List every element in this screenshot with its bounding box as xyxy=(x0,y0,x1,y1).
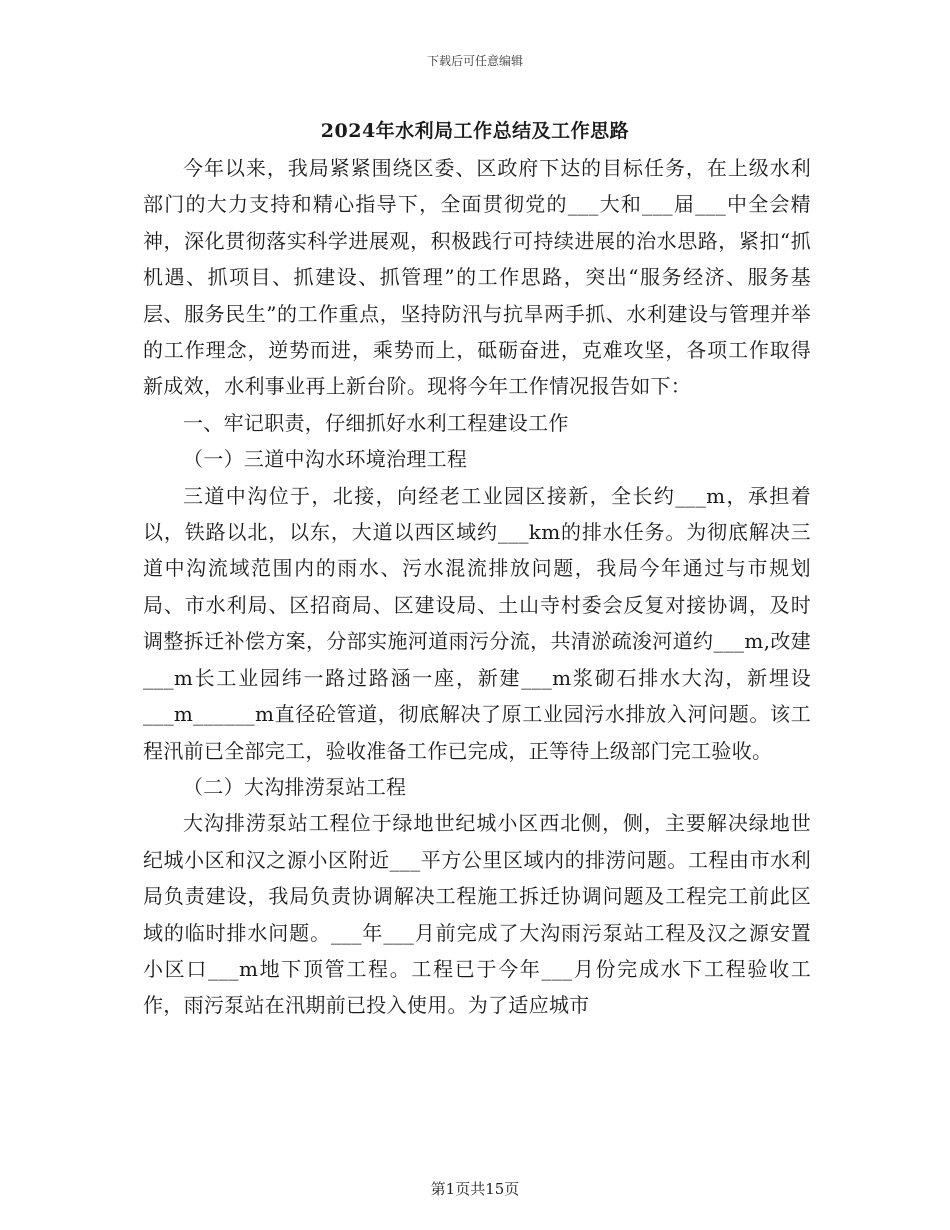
document-title: 2024年水利局工作总结及工作思路 xyxy=(320,120,630,142)
subsection-heading-2: （二）大沟排涝泵站工程 xyxy=(183,774,407,799)
document-body xyxy=(143,150,811,1024)
subsection-heading-1: （一）三道中沟水环境治理工程 xyxy=(183,447,468,472)
page-number: 第1页共15页 xyxy=(430,1180,520,1198)
subsection-2-paragraph: 大沟排涝泵站工程位于绿地世纪城小区西北侧，侧，主要解决绿地世纪城小区和汉之源小区附近___平方公里区域内的排涝问题。工程由市水利局负责建设，我局负责协调解决工程施工拆迁协调问题及工程完工前此区域的临时排水问题。___年___月前完成了大沟雨污泵站工程及汉之源安置小区口___m地下顶管工程。工程已于今年___月份完成水下工程验收工作，雨污泵站在汛期前已投入使用。为了适应城市 xyxy=(143,811,811,1018)
page-header-note: 下载后可任意编辑 xyxy=(426,54,523,68)
subsection-1-paragraph: 三道中沟位于，北接，向经老工业园区接新，全长约___m，承担着以，铁路以北，以东，大道以西区域约___km的排水任务。为彻底解决三道中沟流域范围内的雨水、污水混流排放问题，我局今年通过与市规划局、市水利局、区招商局、区建设局、土山寺村委会反复对接协调，及时调整拆迁补偿方案，分部实施河道雨污分流，共清淤疏浚河道约___m,改建___m长工业园纬一路过路涵一座，新建___m浆砌石排水大沟，新埋设___m______m直径砼管道，彻底解决了原工业园污水排放入河问题。该工程汛前已全部完工，验收准备工作已完成，正等待上级部门完工验收。 xyxy=(143,483,811,763)
intro-paragraph: 今年以来，我局紧紧围绕区委、区政府下达的目标任务，在上级水利部门的大力支持和精心指导下，全面贯彻党的___大和___届___中全会精神，深化贯彻落实科学进展观，积极践行可持续进展的治水思路，紧扣“抓机遇、抓项目、抓建设、抓管理”的工作思路，突出“服务经济、服务基层、服务民生”的工作重点，坚持防汛与抗旱两手抓、水利建设与管理并举的工作理念，逆势而进，乘势而上，砥砺奋进，克难攻坚，各项工作取得新成效，水利事业再上新台阶。现将今年工作情况报告如下： xyxy=(143,156,811,399)
section-heading-1: 一、牢记职责，仔细抓好水利工程建设工作 xyxy=(183,410,569,435)
